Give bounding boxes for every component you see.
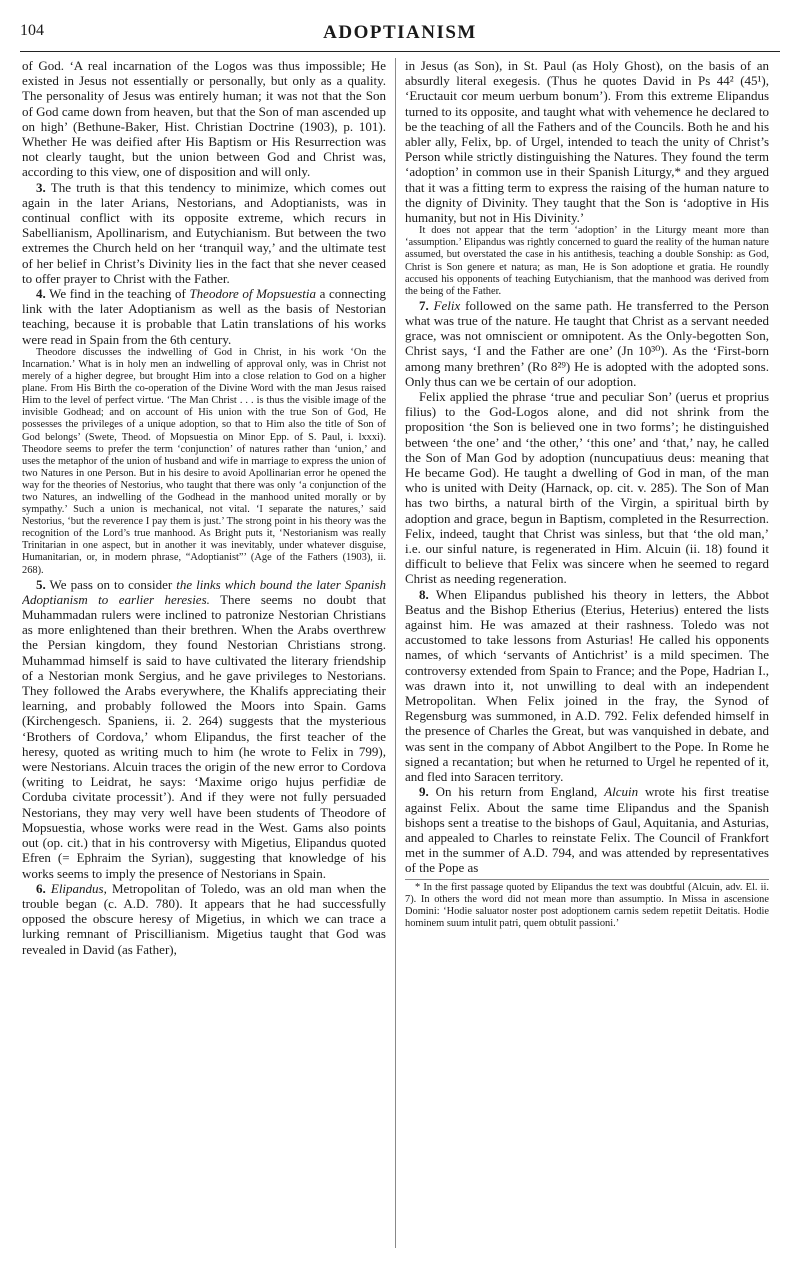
section-number: 4.: [36, 286, 46, 302]
italic-heading: the links which bound the later Spanish Adoptianism to earlier heresies.: [22, 576, 386, 607]
left-column: [22, 58, 386, 1254]
column-divider: [395, 58, 396, 1248]
small-print-note: Theodore discusses the indwelling of God in Christ, in his work ‘On the Incarnation.’ What is in holy men an indwelling of approval only, was in Christ not merely of a higher degree, but brought Him into a close relation to God on a higher plane. From His Birth the co-operation of the Divine Word with the man Jesus raised Him to the level of perfect virtue. ‘The Man Christ . . . is thus the visible image of the invisible Godhead; and on account of His union with the true Son of God, He possesses the privileges of a unique adoption, so that to Him also the title of Son of God belongs’ (Swete, Theod. of Mopsuestia on Minor Epp. of S. Paul, i. lxxxi). Theodore seems to prefer the term ‘conjunction’ of natures rather than ‘union,’ and uses the metaphor of the union of husband and wife in marriage to express the union of two Natures in one Person. But in his desire to avoid Apollinarian error he opened the way for the theories of Nestorius, who taught that there was only ‘a conjunction of the two Natures, an indwelling of the Godhead in the manhood united morally or by sympathy.’ Such a union is mechanical, not vital. ‘I separate the natures,’ said Nestorius, ‘but the reverence I pay them is just.’ The strong point in his theory was the recognition of the Lord’s true manhood. As Bright puts it, ‘Nestorianism was really Trinitarian in one aspect, but in another it was inevitably, under whatever disguise, Humanitarian, or, in modern phrase, “Adoptianist”’ (Age of the Fathers (1903), ii. 268).: [22, 346, 386, 576]
section-number: 7.: [419, 297, 429, 313]
header-rule: [20, 51, 780, 52]
running-head: [20, 22, 780, 46]
small-print-note: It does not appear that the term ‘adoption’ in the Liturgy meant more than ‘assumption.’ Elipandus was rightly concerned to guard the reality of the human nature assumed, but overstated the case in his antithesis, teaching a double Sonship: as God, Christ is Son genere et natura; as man, He is Son adoptione et gratia. He roundly accused his opponents of teaching Eutychianism, that the manhood was derived from the being of the Father.: [405, 225, 769, 297]
section-number: 3.: [36, 179, 46, 195]
section-number: 9.: [419, 784, 429, 800]
section-number: 5.: [36, 576, 46, 592]
paragraph: in Jesus (as Son), in St. Paul (as Holy Ghost), on the basis of an absurdly literal exegesis. (Thus he quotes David in Ps 44² (45¹), ‘Eructauit cor meum uerbum bonum’). From this extreme Elipandus turned to its opposite, and taught what with vehemence he declared to be the teaching of all the Fathers and of the Councils. Both he and his abler ally, Felix, bp. of Urgel, intended to teach the unity of Christ’s Person while strictly distinguishing the Natures. They found the term ‘adoption’ in common use in their Spanish Liturgy,* and they argued that it was a fitting term to express the raising of the human nature to the dignity of Divinity. They taught that the Son is ‘adoptive in His humanity, but not in His Divinity.’: [405, 58, 769, 226]
paragraph-4: 4. We find in the teaching of Theodore of Mopsuestia a connecting link with the later Adoptianism as well as the basis of Nestorian teaching, because it is probable that Latin translations of his works were read in Spain from the 6th century.: [22, 286, 386, 347]
italic-name: Felix: [433, 297, 461, 313]
running-title: ADOPTIANISM: [323, 22, 477, 43]
paragraph-3: 3. The truth is that this tendency to minimize, which comes out again in the later Arians, Nestorians, and Adoptianists, was in continual conflict with its opposite extreme, which recurs in Sabellianism, Apollinarism, and Eutychianism. But between the two extremes the Church held on her ‘tranquil way,’ and the ultimate test of her belief in Christ’s Divinity lies in the fact that she never ceased to offer prayer to Christ with the Father.: [22, 179, 386, 286]
paragraph-6: 6. Elipandus, Metropolitan of Toledo, was an old man when the trouble began (c. A.D. 780). It appears that he had successfully opposed the obscure heresy of Migetius, in which we can trace a lurking remnant of Priscillianism. Migetius taught that God was revealed in David (as Father),: [22, 880, 386, 957]
paragraph-9: 9. On his return from England, Alcuin wrote his first treatise against Felix. About the same time Elipandus and the Spanish bishops sent a treatise to the bishops of Gaul, Aquitania, and Asturias, and appealed to Charles to reinstate Felix. The Council of Frankfort met in the summer of A.D. 794, and was attended by representatives of the Pope as: [405, 784, 769, 876]
italic-name: Alcuin: [604, 784, 639, 800]
footnote-rule: [405, 879, 769, 880]
paragraph-7: 7. Felix followed on the same path. He transferred to the Person what was true of the nature. He taught that Christ as a servant needed grace, was not omniscient or omnipotent. As the Only-begotten Son, Christ says, ‘I and the Father are one’ (Jn 10³⁰). As the ‘First-born among many brethren’ (Ro 8²⁹) He is adopted with the adopted sons. Only thus can we be certain of our adoption.: [405, 297, 769, 389]
paragraph: of God. ‘A real incarnation of the Logos was thus impossible; He existed in Jesus not essentially or personally, but only as a quality. The personality of Jesus was entirely human; it was not that the Son of God came down from heaven, but that the Son of man ascended up on high’ (Bethune-Baker, Hist. Christian Doctrine (1903), p. 101). Whether He was deified after His Baptism or His Resurrection was not clearly taught, but the union between God and Christ was, according to this view, one of disposition and will only.: [22, 58, 386, 180]
section-number: 6.: [36, 880, 46, 896]
section-number: 8.: [419, 586, 429, 602]
paragraph-8: 8. When Elipandus published his theory in letters, the Abbot Beatus and the Bishop Etherius (Eterius, Heterius) entered the lists against him. He was amazed at their rashness. Toledo was not accustomed to take lessons from Asturias! He called his opponents names, of which ‘servants of Antichrist’ is a mild specimen. The controversy extended from Spain to France; and the Pope, Hadrian I., was drawn into it, not unwilling to deal with an independent Metropolitan. When Felix joined in the fray, the Synod of Regensburg was summoned, in A.D. 792. Felix defended himself in the presence of Charles the Great, but was vanquished in debate, and was sent in the company of Abbot Angilbert to the Pope. In Rome he signed a recantation; but when he returned to Urgel he repented of it, and fled into Saracen territory.: [405, 586, 769, 785]
italic-name: Theodore of Mopsuestia: [189, 286, 317, 302]
page-number: 104: [20, 22, 44, 39]
paragraph-5: 5. We pass on to consider the links which bound the later Spanish Adoptianism to earlier heresies. There seems no doubt that Muhammadan rulers were inclined to patronize Nestorian Christians as more enlightened than their brethren. When the Arabs overthrew the Persian kingdom, they found Nestorian Christians strong. Muhammad himself is said to have cultivated the literary friendship of a Nestorian monk Sergius, and he gave privileges to Nestorians. They followed the Arabs everywhere, the Khalifs appreciating their learning, and probably followed the Moors into Spain. Gams (Kirchengesch. Spaniens, ii. 2. 264) suggests that the mysterious ‘Brothers of Cordova,’ whom Elipandus, the first teacher of the heresy, quoted as writing much to him (he wrote to Felix in 799), were Nestorians. Alcuin traces the origin of the new error to Cordova (writing to Leidrat, he says: ‘Maxime origo hujus perfidiæ de Corduba civitate processit’). And if they were not fully persuaded Nestorians, they may very well have been students of Theodore of Mopsuestia, whose works were read in the West. Gams also points out (op. cit.) that in his controversy with Migetius, Elipandus quoted Efren (= Ephraim the Syrian), suggesting that knowledge of his works seems to imply the presence of Nestorians in Spain.: [22, 576, 386, 881]
right-column: [405, 58, 769, 1254]
italic-name: Elipandus,: [50, 880, 107, 896]
paragraph-7-continued: Felix applied the phrase ‘true and peculiar Son’ (uerus et proprius filius) to the God-Logos alone, and did not shrink from the proposition ‘the Son is believed one in two forms’; he distinguished between ‘the one’ and ‘the other,’ ‘this one’ and ‘that,’ nay, he called the Son of Man God by adoption (nuncupatiuus deus: meaning that He became God). He taught a dwelling of God in man, of the man who is united with Deity (Harnack, op. cit. v. 285). The Son of Man has two births, a natural birth of the Virgin, a spiritual birth by adoption and grace, begun in Baptism, completed in the Resurrection. Felix, indeed, taught that Christ was sinless, but that ‘the old man,’ i.e. our sinful nature, is regenerated in Him. Alcuin (ii. 18) found it difficult to believe that Felix was sincere when he seemed to regard Christ as needing regeneration.: [405, 389, 769, 587]
footnote: * In the first passage quoted by Elipandus the text was doubtful (Alcuin, adv. El. ii. 7). In others the word did not mean more than assumptio. In Missa in ascensione Domini: ‘Hodie saluator noster post adoptionem carnis sedem repetiit Deitatis. Hodie hominem suum intulit patri, quem obtulit passioni.’: [405, 881, 769, 929]
